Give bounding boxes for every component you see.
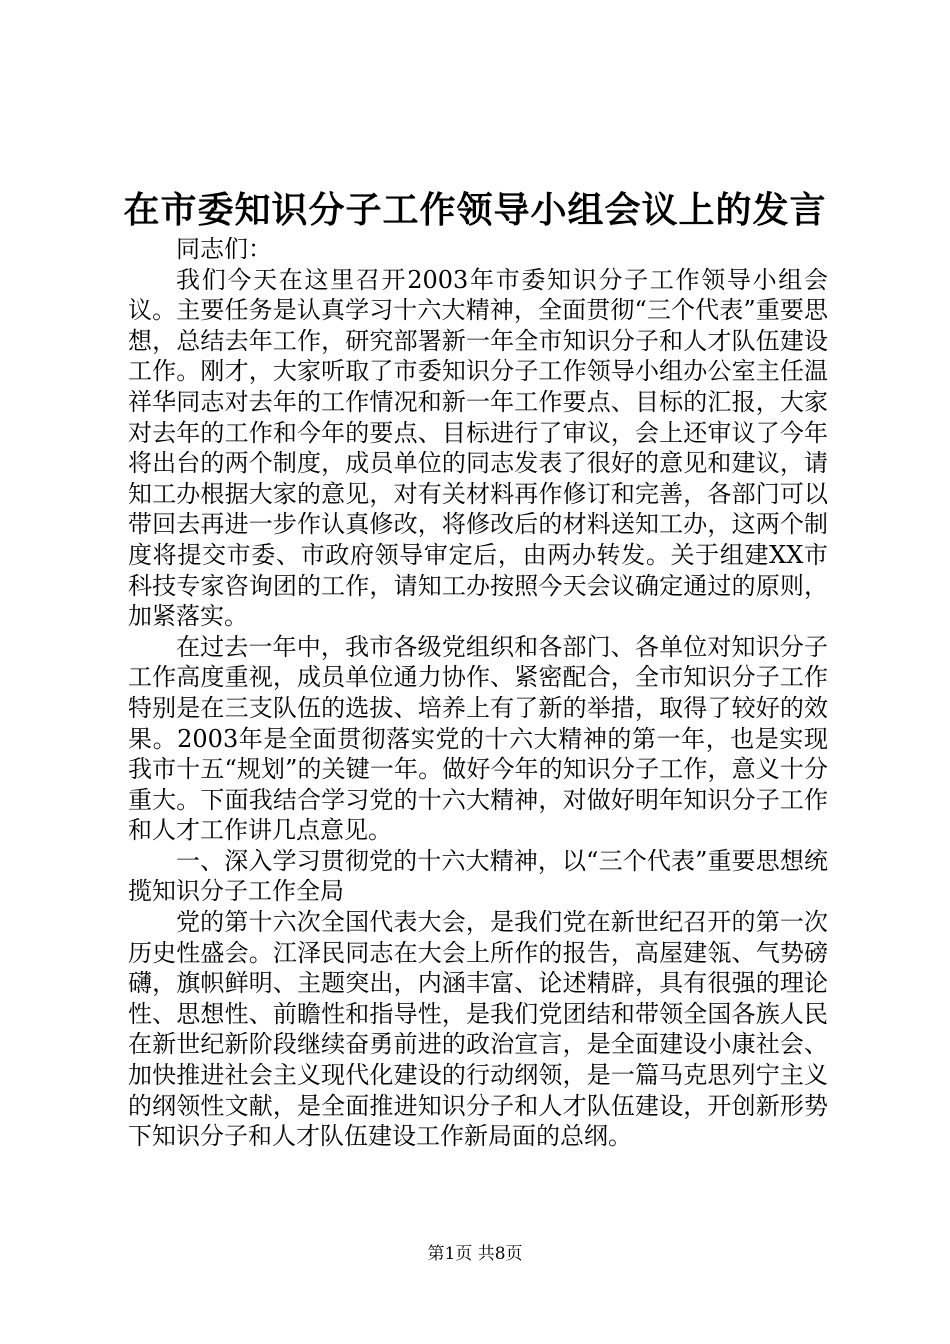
body-paragraph: 党的第十六次全国代表大会，是我们党在新世纪召开的第一次历史性盛会。江泽民同志在大会上所作的报告，高屋建瓴、气势磅礴，旗帜鲜明、主题突出，内涵丰富、论述精辟，具有很强的理论性、思想性、前瞻性和指导性，是我们党团结和带领全国各族人民在新世纪新阶段继续奋勇前进的政治宣言，是全面建设小康社会、加快推进社会主义现代化建设的行动纲领，是一篇马克思列宁主义的纲领性文献，是全面推进知识分子和人才队伍建设，开创新形势下知识分子和人才队伍建设工作新局面的总纲。 <box>128 908 828 1151</box>
section-heading: 一、深入学习贯彻党的十六大精神，以“三个代表”重要思想统揽知识分子工作全局 <box>128 846 828 906</box>
salutation-paragraph: 同志们： <box>176 235 272 263</box>
document-title: 在市委知识分子工作领导小组会议上的发言 <box>123 189 827 231</box>
body-paragraph: 在过去一年中，我市各级党组织和各部门、各单位对知识分子工作高度重视，成员单位通力协作、紧密配合，全市知识分子工作特别是在三支队伍的选拔、培养上有了新的举措，取得了较好的效果。2003年是全面贯彻落实党的十六大精神的第一年，也是实现我市十五“规划”的关键一年。做好今年的知识分子工作，意义十分重大。下面我结合学习党的十六大精神，对做好明年知识分子工作和人才工作讲几点意见。 <box>128 632 828 845</box>
page-number-footer: 第1页 共8页 <box>427 1244 523 1264</box>
document-body <box>128 234 828 1152</box>
body-paragraph: 我们今天在这里召开2003年市委知识分子工作领导小组会议。主要任务是认真学习十六大精神，全面贯彻“三个代表”重要思想，总结去年工作，研究部署新一年全市知识分子和人才队伍建设工作。刚才，大家听取了市委知识分子工作领导小组办公室主任温祥华同志对去年的工作情况和新一年工作要点、目标的汇报，大家对去年的工作和今年的要点、目标进行了审议，会上还审议了今年将出台的两个制度，成员单位的同志发表了很好的意见和建议，请知工办根据大家的意见，对有关材料再作修订和完善，各部门可以带回去再进一步作认真修改，将修改后的材料送知工办，这两个制度将提交市委、市政府领导审定后，由两办转发。关于组建XX市科技专家咨询团的工作，请知工办按照今天会议确定通过的原则，加紧落实。 <box>128 265 828 631</box>
